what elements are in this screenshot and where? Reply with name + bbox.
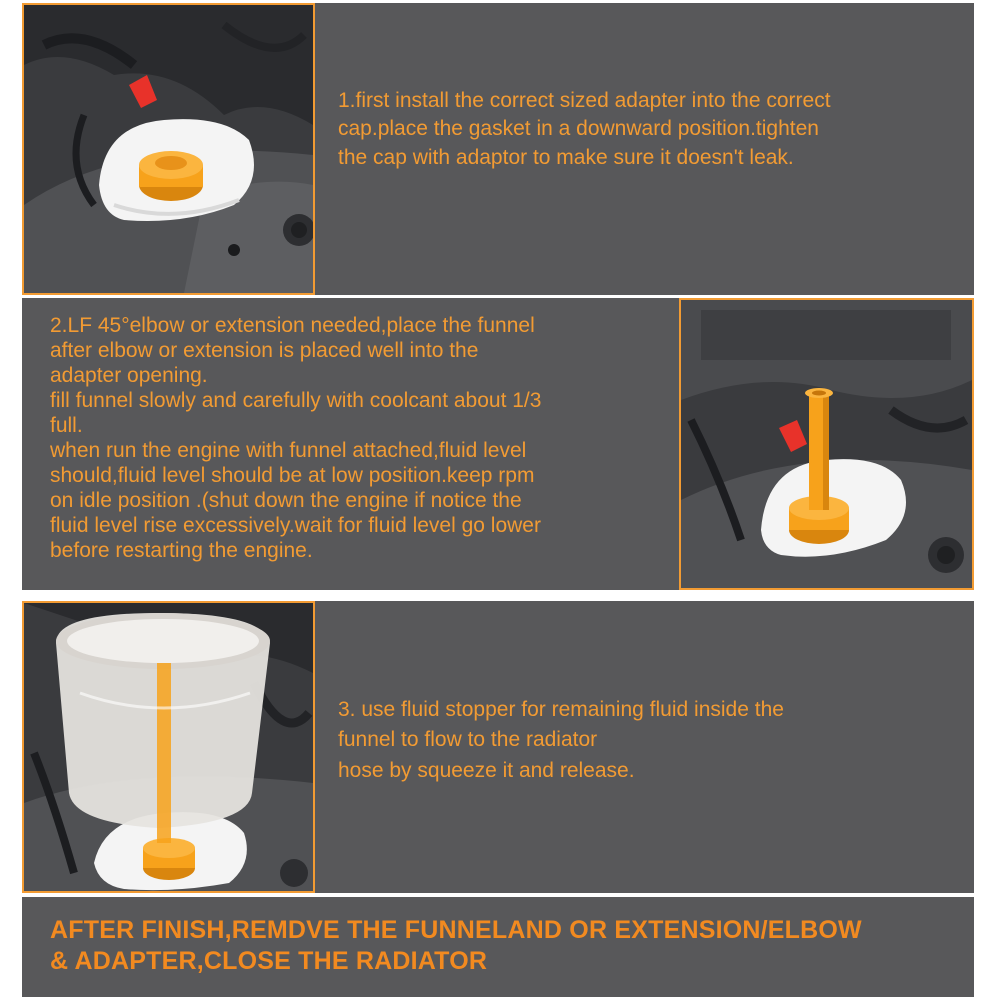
step-1-instructions: 1.first install the correct sized adapter into the correct cap.place the gasket in a downward position.tighten the cap with adaptor to make sure it doesn't leak. (338, 89, 831, 169)
step-2-photo (679, 298, 974, 590)
step-1-photo (22, 3, 315, 295)
footer-banner (22, 897, 974, 997)
engine-bay-adapter-cap-photo (24, 5, 313, 293)
footer-warning-text: AFTER FINISH,REMDVE THE FUNNELAND OR EXTENSION/ELBOW & ADAPTER,CLOSE THE RADIATOR (50, 916, 862, 975)
step-3-panel (22, 601, 974, 893)
step-2-panel (22, 298, 974, 590)
step-3-instructions: 3. use fluid stopper for remaining fluid inside the funnel to flow to the radiator hose by squeeze it and release. (338, 698, 784, 782)
engine-bay-extension-tube-photo (681, 300, 972, 588)
step-2-instructions: 2.LF 45°elbow or extension needed,place the funnel after elbow or extension is placed well into the adapter opening. fill funnel slowly and carefully with coolcant about 1/3 full. when run the engine with funnel attached,fluid level should,fluid level should be at low position.keep rpm on idle position .(shut down the engine if notice the fluid level rise excessively.wait for fluid level go lower before restarting the engine. (50, 314, 542, 562)
step-3-photo (22, 601, 315, 893)
engine-bay-funnel-photo (24, 603, 313, 891)
step-1-panel (22, 3, 974, 295)
